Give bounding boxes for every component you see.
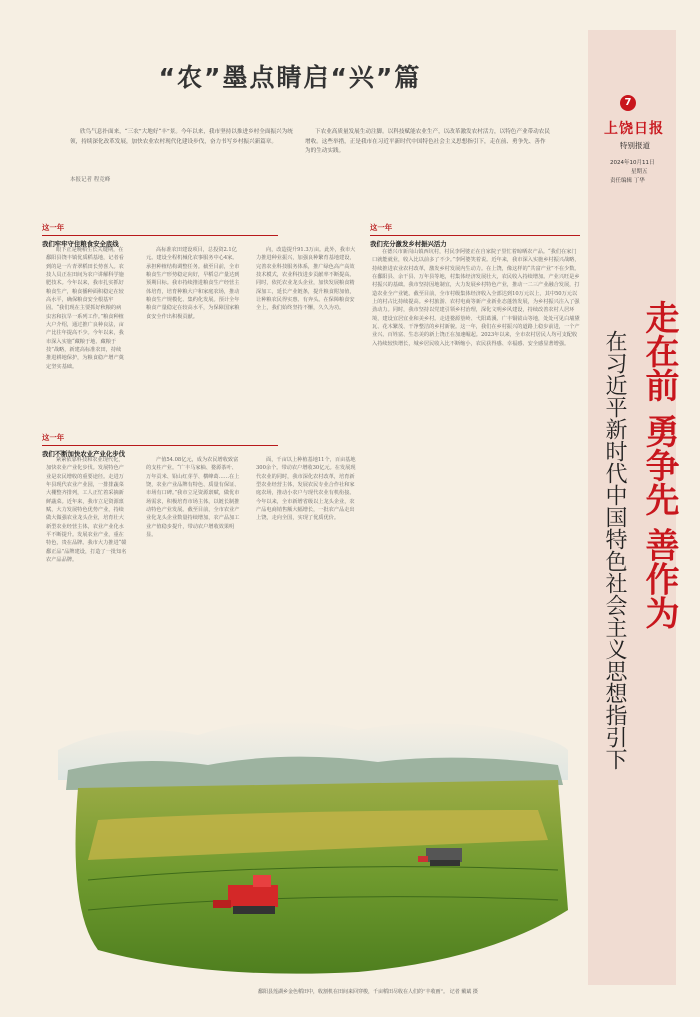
section-1-col-1 [46, 246, 126, 421]
page-number-badge: 7 [620, 95, 636, 111]
section-1-label: 这一年 [42, 223, 65, 232]
section-2-col-2-text: 产值54.08亿元，成为农民增收致富的支柱产业。“广丰马家柚、婺源茶叶、万年贡米、铅山红芽芋、横峰葛……在上饶，农业产业品牌有特色、质量有保证、市场有口碑。”我市立足资源禀赋，做优市场需求，积极培育市场主体，以链长制推动特色产业发展。截至目前，全市农业产业化龙头企业数量持续增加，农产品加工业产值稳步提升，带动农户增收效果明显。 [146, 457, 240, 539]
issue-date: 2024年10月11日 [610, 160, 655, 166]
newspaper-logo: 上饶日报 [604, 121, 664, 137]
responsible-editor: 责任编辑 丁华 [610, 178, 645, 184]
section-1-col-3-text: 向，改造提升91.3万亩。此外，我市大力推进种业振兴，加强良种繁育基地建设，完善农业科技服务体系，推广绿色高产高效技术模式，农业科技进步贡献率不断提高。同时，依托农业龙头企业，加快发展粮食精深加工，延长产业链条，提升粮食附加值，让种粮农民得实惠、有奔头。在保障粮食安全上，我们始终坚持不懈，久久为功。 [256, 247, 356, 312]
section-1-header [42, 222, 278, 248]
section-3-col [372, 248, 580, 698]
section-2-col-3-text: 面，千亩以上种植基地11个，百亩基地300余个。带动农户增收30亿元。在发展现代农业的同时，我市深化农村改革，培育新型农业经营主体，发展农民专业合作社和家庭农场，推动小农户与现代农业有机衔接。今年以来，全市新增省级以上龙头企业，农产品电商销售额大幅增长，一批农产品走出上饶，走向全国，实现了优质优价。 [256, 457, 356, 522]
section-2-header [42, 432, 278, 458]
issue-weekday: 星期五 [631, 169, 648, 175]
section-2-label: 这一年 [42, 433, 65, 442]
section-3-header [370, 222, 580, 248]
section-2-rule [42, 445, 278, 446]
slogan-black: 在习近平新时代中国特色社会主义思想指引下 [602, 330, 627, 770]
edition-label: 特别报道 [620, 141, 650, 150]
section-1-col-3 [256, 246, 356, 406]
section-2-col-1-text: 紧紧依靠科技和农业现代化，加快农业产业化步伐。发展特色产业是农民增收的重要途径。走进万年县现代农业产业园，一排排蔬菜大棚整齐排列，工人正忙着采摘新鲜蔬菜。近年来，我市立足资源禀赋，大力发展特色优势产业，持续做大做强农业龙头企业，培育壮大新型农业经营主体，农业产业化水平不断提升。发展农业产业，重在特色，贵在品牌。我市大力推进“赣鄱正品”品牌建设，打造了一批知名农产品品牌。 [46, 457, 127, 564]
byline: 本报记者 程竞峰 [70, 177, 111, 183]
section-1-title: 我们牢牢守住粮食安全底线 [42, 240, 119, 248]
page-headline: “农”墨点睛启“兴”篇 [158, 63, 422, 92]
section-2-title: 我们不断加快农业产业化步伐 [42, 450, 126, 458]
intro-left: 欣鸟气息扑面来，“三农”大地好“丰”景。今年以来，我市坚持以推进乡村全面振兴为统领，持续深化改革发展，加快农业农村现代化建设步伐，奋力书写乡村振兴新篇章。 [70, 129, 293, 145]
section-3-rule [370, 235, 580, 236]
section-3-label: 这一年 [370, 223, 393, 232]
rice-field [76, 780, 569, 974]
harvest-photo [58, 710, 568, 980]
slogan-red: 走在前 勇争先 善作为 [639, 300, 679, 630]
section-1-rule [42, 235, 278, 236]
photo-caption: 鄱阳县莲湖乡金色稻田中，收割机在田间来回穿梭，千亩稻田尽收在人们的“丰收画”。 记者 戴斌 摄 [258, 989, 478, 995]
section-2-col-1 [46, 456, 128, 668]
section-1-col-2 [146, 246, 241, 421]
section-3-title: 我们充分激发乡村振兴活力 [370, 240, 447, 248]
section-1-col-2-text: 高标准农田建设项目，总投资2.1亿元。建设全程机械化农事服务中心4家。承担种植结构调整任务。截至目前，全市粮食生产形势稳定向好，早稻总产量达到预期目标。我市持续推进粮食生产经营主体培育，培育种粮大户和家庭农场，推动粮食生产规模化、集约化发展。预计全年粮食产量稳定在较高水平，为保障国家粮食安全作出积极贡献。 [146, 247, 240, 320]
intro-right: 下农业高质量发展生动注脚。以科技赋能农业生产，以改革激发农村活力，以特色产业带动农民增收。这些举措，正是我市在习近平新时代中国特色社会主义思想指引下，走在前、勇争先、善作为的生动实践。 [305, 129, 550, 155]
section-3-col-text: 在德兴市新岗山镇西坑村，村民李阿婆正在自家院子里忙着晾晒农产品。“我们在家门口就能就业，收入比以前多了不少。”李阿婆笑着说。近年来，我市深入实施乡村振兴战略，持续推进农业农村改革，激发乡村发展内生动力。在上饶，像这样的“共富产业”不在少数。在鄱阳县、余干县、万年县等地，村集体经济发展壮大，农民收入持续增加。产业兴旺是乡村振兴的基础。我市坚持因地制宜，大力发展乡村特色产业，推动一二三产业融合发展，打造农业全产业链。截至目前，全市村级集体经济收入全部达到10万元以上，其中50万元以上的村占比持续提高。乡村旅游、农村电商等新产业新业态蓬勃发展，为乡村振兴注入了强劲动力。同时，我市坚持以党建引领乡村治理，深化文明乡风建设，持续改善农村人居环境，建设宜居宜业和美乡村。走进婺源篁岭、弋阳葛溪、广丰铜钹山等地，处处可见白墙黛瓦、花木繁茂、干净整洁的乡村新貌。这一年，我们在乡村振兴的道路上稳步前进，一个产业兴、百姓富、生态美的新上饶正在加速崛起。2023年以来，全市农村居民人均可支配收入持续较快增长，城乡居民收入比不断缩小，农民获得感、幸福感、安全感显著增强。 [372, 249, 580, 347]
section-1-col-1-text: 眼下正是晚稻生长关键期，在鄱阳县饶丰镇优质稻基地，记者看到的是一片青翠稻田长势喜人。农技人员正在田间为农户讲解科学施肥技术。今年以来，我市扎实抓好粮食生产，粮食播种面积稳定在较高水平，确保粮食安全根基牢固。“我们现在主要抓好秋粮的病虫害和抗旱一系列工作。”粮食种植大户介绍，通过推广良种良法，亩产比往年提高不少。今年以来，我市深入实施“藏粮于地、藏粮于技”战略，新建高标准农田，持续推进耕地保护，为粮食稳产增产奠定坚实基础。 [46, 247, 124, 370]
section-2-col-3 [256, 456, 356, 668]
section-2-col-2 [146, 456, 241, 668]
